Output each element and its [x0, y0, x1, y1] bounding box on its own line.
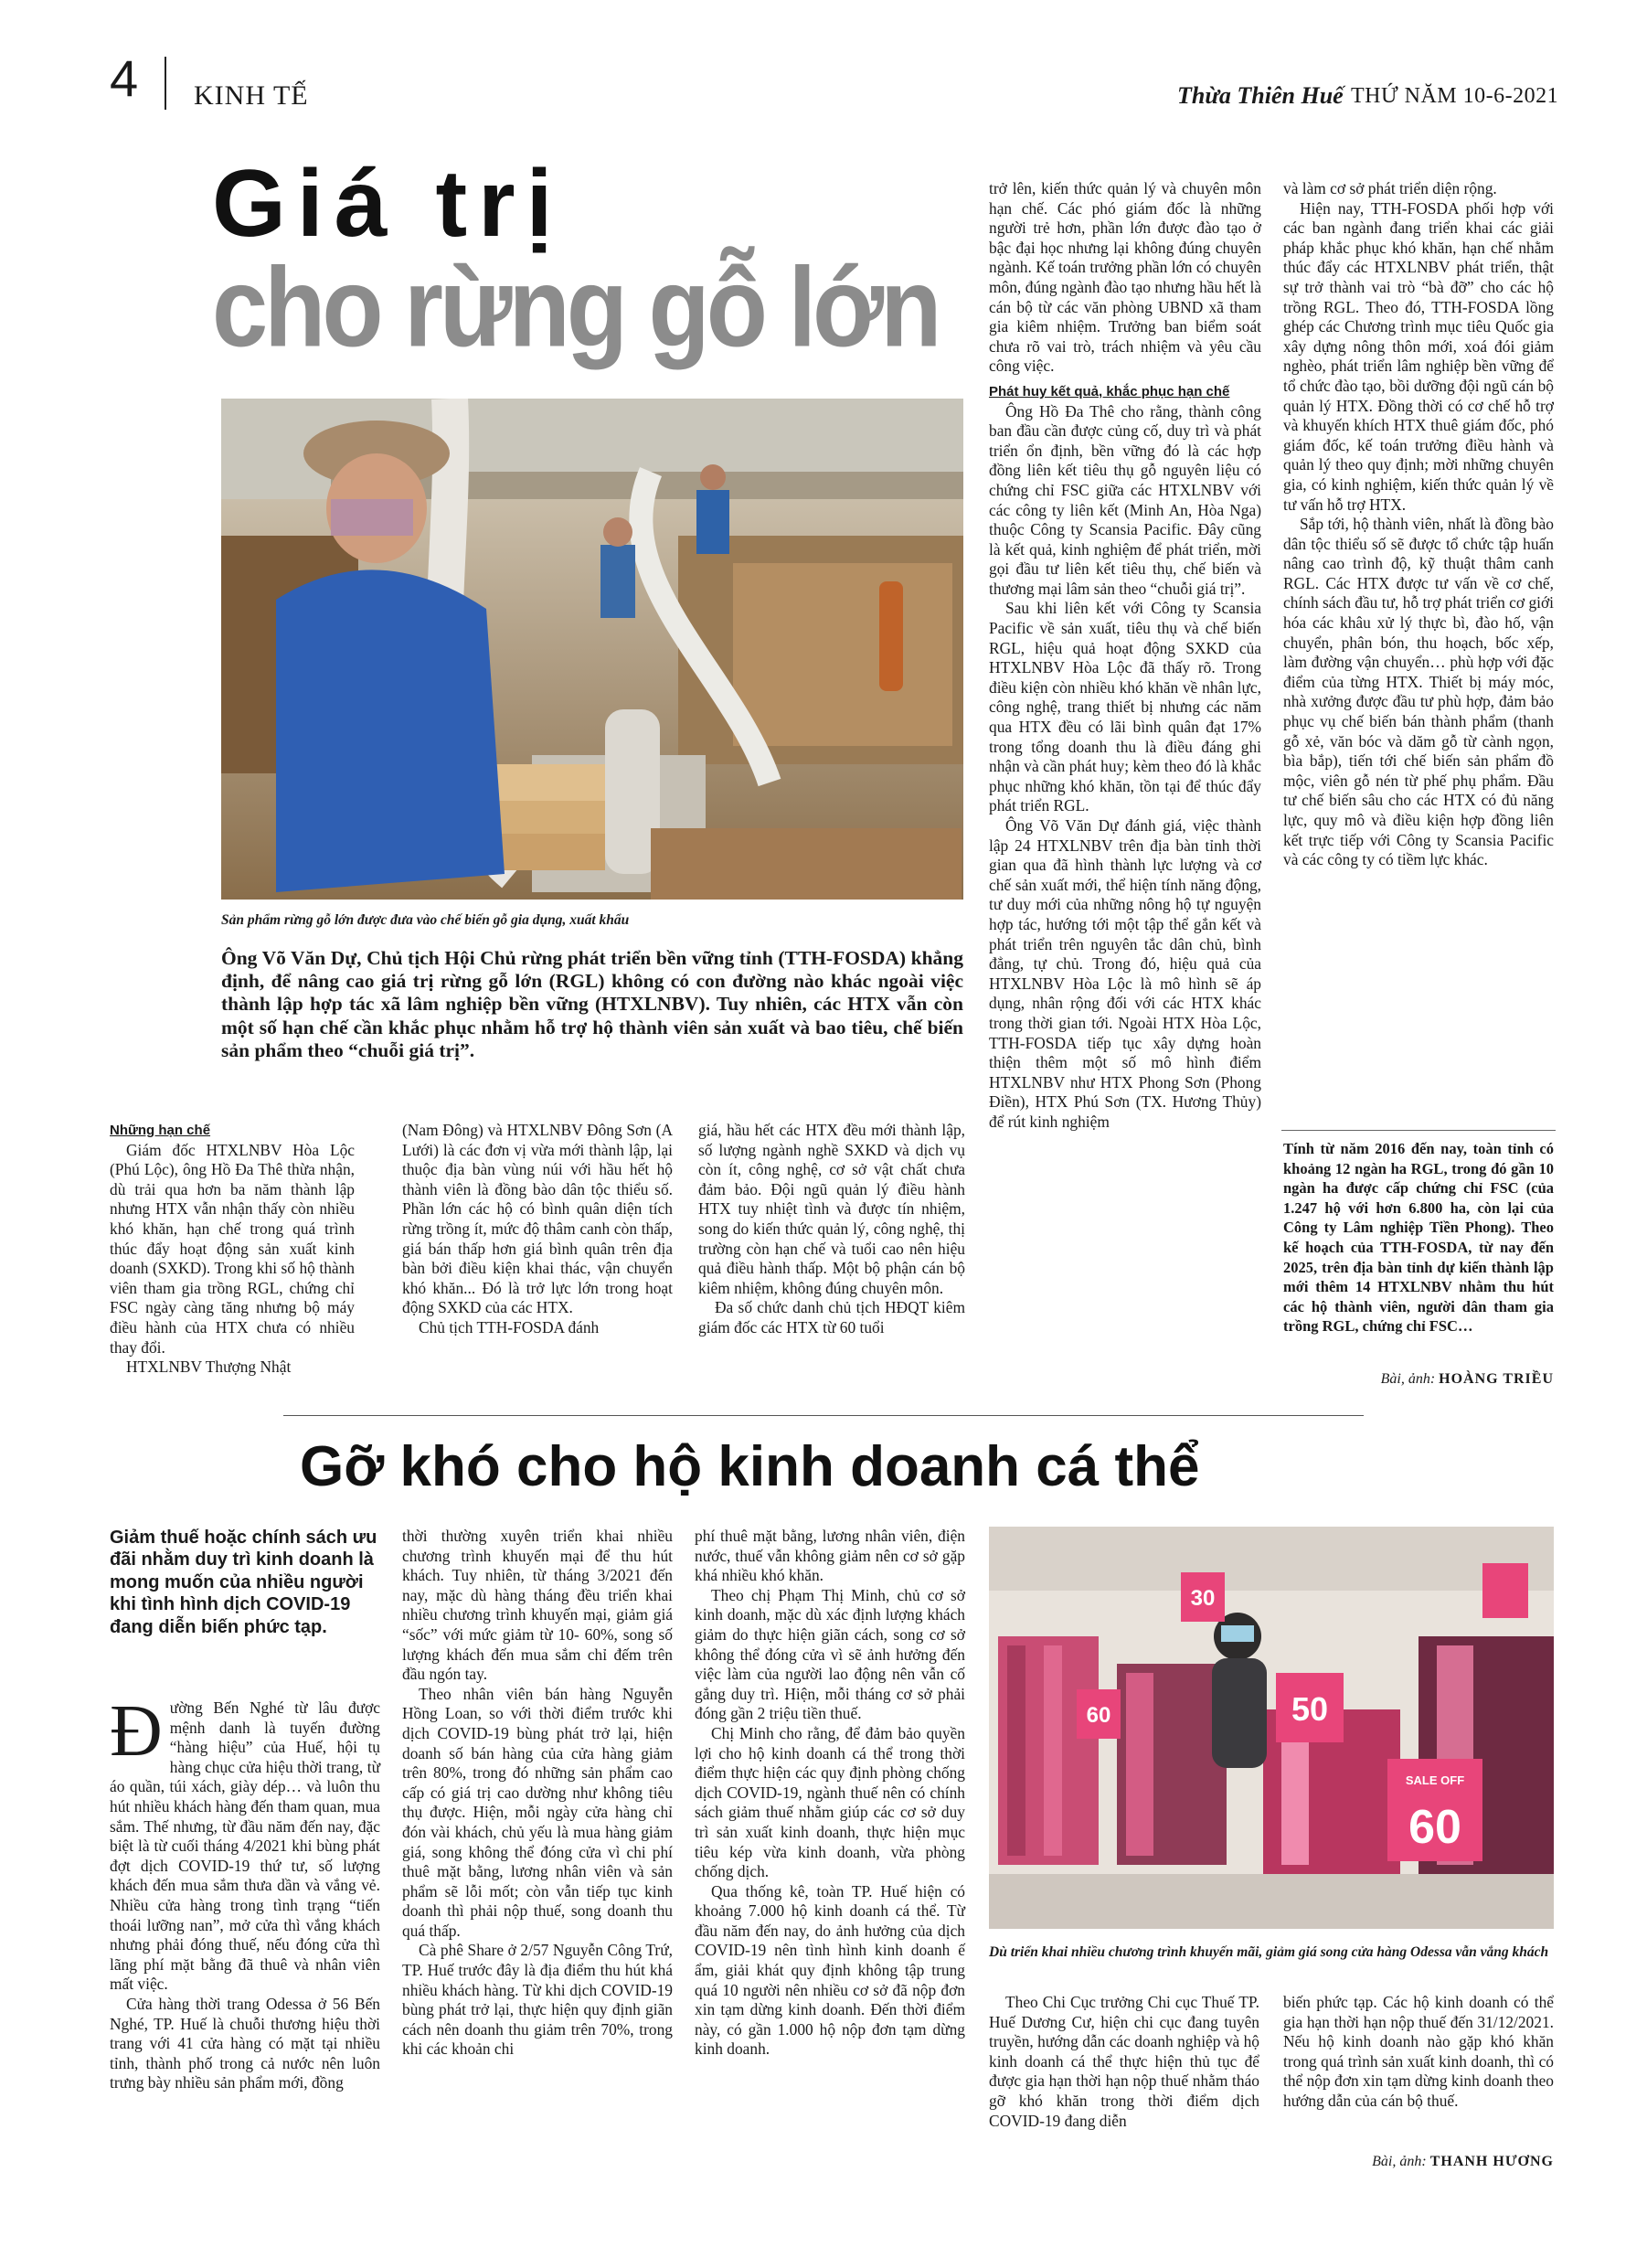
article1-byline [1283, 1371, 1554, 1388]
page-number: 4 [110, 49, 139, 107]
factbox: Tính từ năm 2016 đến nay, toàn tỉnh có khoảng 12 ngàn ha RGL, trong đó gần 10 ngàn ha được cấp chứng chỉ FSC (của 1.247 hộ với hơn 6.800 ha, còn lại của Công ty Lâm nghiệp Tiền Phong). Theo kế hoạch của TTH-FOSDA, từ nay đến 2025, trên địa bàn tỉnh dự kiến thành lập mới thêm 14 HTXLNBV nhằm thu hút các hộ thành viên, người dân tham gia trồng RGL, chứng chỉ FSC… [1283, 1140, 1554, 1336]
paragraph: biến phức tạp. Các hộ kinh doanh có thể gia hạn thời hạn nộp thuế đến 31/12/2021. Nếu hộ kinh doanh nào gặp khó khăn trong quá trình sản xuất kinh doanh, thì có thể nộp đơn xin tạm dừng kinh doanh theo hướng dẫn của cán bộ thuế. [1283, 1993, 1554, 2110]
workshop-photo [221, 399, 963, 900]
paragraph: Giám đốc HTXLNBV Hòa Lộc (Phú Lộc), ông Hồ Đa Thê thừa nhận, dù trải qua hơn ba năm thành lập nhưng HTX vẫn nhận thấy còn nhiều khó khăn, hạn chế trong quá trình thúc đẩy hoạt động sản xuất kinh doanh (SXKD). Trong khi số hộ thành viên tham gia trồng RGL, chứng chỉ FSC ngày càng tăng nhưng bộ máy điều hành của HTX chưa có nhiều thay đổi. [110, 1140, 355, 1357]
paragraph-text: ường Bến Nghé từ lâu được mệnh danh là tuyến đường “hàng hiệu” của Huế, hội tụ hàng chục cửa hiệu thời trang, từ áo quần, túi xách, giày dép… và luôn thu hút nhiều khách hàng đến tham quan, mua sắm. Thế nhưng, từ đầu năm đến nay, đặc biệt là từ cuối tháng 4/2021 khi bùng phát đợt dịch COVID-19 thứ tư, số lượng khách đến mua sắm thưa dần và vắng vẻ. Nhiều cửa hàng trong tình trạng “tiến thoái lưỡng nan”, mở cửa thì vắng khách nhưng phải đóng thuế, nếu đóng cửa thì lãng phí mặt bằng đã thuê và nhân viên mất việc. [110, 1698, 380, 1994]
byline-prefix: Bài, ảnh: [1372, 2154, 1427, 2169]
sale-tag [1077, 1689, 1121, 1739]
article1-column-1 [110, 1121, 355, 1378]
article1-lead: Ông Võ Văn Dự, Chủ tịch Hội Chủ rừng phát triển bền vững tỉnh (TTH-FOSDA) khẳng định, để nâng cao giá trị rừng gỗ lớn (RGL) không có con đường nào khác ngoài việc thành lập hợp tác xã lâm nghiệp bền vững (HTXLNBV). Tuy nhiên, các HTX vẫn còn một số hạn chế cần khắc phục nhằm hỗ trợ hộ thành viên sản xuất và bao tiêu, chế biến sản phẩm theo “chuỗi giá trị”. [221, 947, 963, 1061]
article2-title: Gỡ khó cho hộ kinh doanh cá thể [300, 1435, 1200, 1498]
sale-tag-label: SALE OFF [1405, 1773, 1465, 1787]
sale-tag-label: 50 [1291, 1690, 1329, 1728]
paragraph: và làm cơ sở phát triển diện rộng. [1283, 179, 1497, 197]
sale-tag-label: 60 [1408, 1801, 1461, 1854]
paragraph: (Nam Đông) và HTXLNBV Đông Sơn (A Lưới) là các đơn vị vừa mới thành lập, lại thuộc địa bàn vùng núi với hầu hết hộ thành viên là đồng bào dân tộc thiểu số. Phần lớn các hộ có bình quân diện tích rừng trồng ít, mức độ thâm canh còn thấp, giá bán thấp hơn giá bình quân trên địa bàn bởi điều kiện khai thác, vận chuyển khó khăn... Đó là trở lực lớn trong hoạt động SXKD của các HTX. [402, 1121, 673, 1317]
paragraph: thời thường xuyên triển khai nhiều chương trình khuyến mại để thu hút khách. Tuy nhiên, từ tháng 3/2021 đến nay, mặc dù hàng tháng đều triển khai nhiều chương trình khuyến mại, giảm giá “sốc” với mức giảm từ 10- 60%, song số lượng khách đến mua sắm chỉ đếm trên đầu ngón tay. [402, 1527, 673, 1684]
article2-lead: Giảm thuế hoặc chính sách ưu đãi nhằm duy trì kinh doanh là mong muốn của nhiều người khi tình hình dịch COVID-19 đang diễn biến phức tạp. [110, 1528, 377, 1637]
section-name: KINH TẾ [194, 80, 309, 111]
article1-title-line2: cho rừng gỗ lớn [212, 244, 939, 371]
page-number-divider [165, 57, 166, 110]
article1-column-3 [698, 1121, 965, 1338]
dropcap: Đ [110, 1691, 163, 1772]
store-photo [989, 1527, 1554, 1929]
article2-column-3 [695, 1527, 965, 2060]
paragraph: trở lên, kiến thức quản lý và chuyên môn hạn chế. Các phó giám đốc là những người trẻ hơn, phần lớn được đào tạo ở bậc đại học nhưng lại không đúng chuyên ngành. Kế toán trưởng phần lớn có chuyên môn, đúng ngành đào tạo nhưng hầu hết là cán bộ từ các văn phòng UBND xã tham gia kiêm nhiệm. Trưởng ban biểm soát chưa rõ vai trò, trách nhiệm và yêu cầu công việc. [989, 179, 1261, 376]
paragraph: HTXLNBV Thượng Nhật [126, 1358, 292, 1377]
paragraph: Theo Chi Cục trưởng Chi cục Thuế TP. Huế Dương Cư, hiện chi cục đang tuyên truyền, hướng dẫn các doanh nghiệp và hộ kinh doanh cá thể thực hiện thủ tục để được gia hạn thời hạn nộp thuế nhằm tháo gỡ khó khăn trong thời điểm dịch COVID-19 đang diễn [989, 1993, 1259, 2130]
paragraph: Theo nhân viên bán hàng Nguyễn Hồng Loan, so với thời điểm trước khi dịch COVID-19 bùng phát trở lại, hiện doanh số bán hàng của cửa hàng giảm trên 80%, trong đó những sản phẩm cao cấp có giá trị cao dường như không tiêu thụ được. Hiện, mỗi ngày cửa hàng chỉ đón vài khách, chủ yếu là mua hàng giảm giá, song không thể đóng cửa vì chi phí thuê mặt bằng, lương nhân viên và sản phẩm sẽ lỗi mốt; còn vẫn tiếp tục kinh doanh thì phải nộp thuế, song doanh thu quá thấp. [402, 1684, 673, 1940]
paragraph: Sắp tới, hộ thành viên, nhất là đồng bào dân tộc thiểu số sẽ được tổ chức tập huấn nâng cao trình độ, kỹ thuật thâm canh RGL. Các HTX được tư vấn về cơ chế, chính sách đầu tư, hỗ trợ phát triển cơ giới hóa các khâu xử lý thực bì, đào hố, vận chuyển, phân bón, thu hoạch, bốc xếp, làm đường vận chuyển… phù hợp với đặc điểm của từng HTX. Thiết bị máy móc, nhà xưởng được đầu tư phù hợp, đảm bảo phục vụ chế biến bán thành phẩm (thanh gỗ xẻ, văn bóc và dăm gỗ từ cành ngọn, bìa bắp), tiến tới chế biến sản phẩm đồ mộc, viên gỗ nén từ phế phụ phẩm. Đầu tư chế biến sâu cho các HTX có đủ năng lực, quy mô và điều kiện hợp đồng liên kết trực tiếp với Công ty Scansia Pacific và các công ty có tiềm lực khác. [1283, 515, 1554, 869]
issue-date: THỨ NĂM 10-6-2021 [1351, 84, 1559, 108]
store-photo-caption: Dù triển khai nhiều chương trình khuyến mãi, giảm giá song cửa hàng Odessa vẫn vắng khách [989, 1944, 1549, 1960]
paragraph: Theo chị Phạm Thị Minh, chủ cơ sở kinh doanh, mặc dù xác định lượng khách giảm do thực hiện giãn cách, song cơ sở không thể đóng cửa vì sẽ ảnh hưởng đến việc làm của người lao động nên vẫn cố gắng duy trì. Hiện, mỗi tháng cơ sở phải đóng gần 2 triệu tiền thuế. [695, 1585, 965, 1723]
paragraph: Hiện nay, TTH-FOSDA phối hợp với các ban ngành đang triển khai các giải pháp khắc phục khó khăn, hạn chế nhằm thúc đẩy các HTXLNBV phát triển, thật sự trở thành vai trò “bà đỡ” cho các hộ trồng RGL. Theo đó, TTH-FOSDA lồng ghép các Chương trình mục tiêu Quốc gia xây dựng nông thôn mới, xoá đói giảm nghèo, phát triển lâm nghiệp bền vững để tổ chức đào tạo, bồi dưỡng đội ngũ cán bộ quản lý HTX. Đồng thời có cơ chế hỗ trợ và khuyến khích HTX thuê giám đốc, phó giám đốc, kế toán trưởng điều hành và quản lý theo quy định; mời những chuyên gia, có kinh nghiệm, kiến thức quản lý về tư vấn hỗ trợ HTX. [1283, 198, 1554, 514]
paragraph: Ông Hồ Đa Thê cho rằng, thành công ban đầu cần được củng cố, duy trì và phát triển ổn định, bền vững đó là các hợp đồng liên kết tiêu thụ gỗ nguyên liệu có chứng chỉ FSC giữa các HTXLNBV với các công ty liên kết (Minh An, Hòa Nga) thuộc Công ty Scansia Pacific. Đây cũng là kết quả, kinh nghiệm để phát triển, mời gọi đầu tư liên kết tiêu thụ, chế biến và thương mại lâm sản theo “chuỗi giá trị”. [989, 401, 1261, 598]
paragraph: Cà phê Share ở 2/57 Nguyễn Công Trứ, TP. Huế trước đây là địa điểm thu hút khá nhiều khách hàng. Từ khi dịch COVID-19 bùng phát trở lại, thực hiện quy định giãn cách nên doanh thu giảm trên 70%, trong khi các khoản chi [402, 1941, 673, 2059]
paragraph: Cửa hàng thời trang Odessa ở 56 Bến Nghé, TP. Huế là chuỗi thương hiệu thời trang với 41 cửa hàng có mặt tại nhiều tỉnh, thành phố trong cả nước nên luôn trưng bày nhiều sản phẩm mới, đồng [110, 1994, 380, 2092]
subhead-results: Phát huy kết quả, khắc phục hạn chế [989, 383, 1230, 399]
paragraph: Sau khi liên kết với Công ty Scansia Pacific về sản xuất, tiêu thụ và chế biến RGL, hiệu quả hoạt động SXKD của HTXLNBV Hòa Lộc đã thấy rõ. Trong điều kiện còn nhiều khó khăn về nhân lực, công nghệ, trang thiết bị nhưng các năm qua HTX đều có lãi bình quân đạt 17% trong tổng doanh thu là điều đáng ghi nhận và cần phát huy; kèm theo đó là khắc phục những khó khăn, tồn tại để thúc đẩy phát triển RGL. [989, 599, 1261, 815]
article2-column-2 [402, 1527, 673, 2060]
paragraph: Qua thống kê, toàn TP. Huế hiện có khoảng 7.000 hộ kinh doanh cá thể. Từ đầu năm đến nay, do ảnh hưởng của dịch COVID-19 nên tình hình kinh doanh ế ẩm, giải khát quy định không tập trung quá 10 người nên nhiều cơ sở đã nộp đơn xin tạm dừng kinh doanh. Đến thời điểm này, có gần 1.000 hộ nộp đơn tạm dừng kinh doanh. [695, 1881, 965, 2059]
article1-column-4 [989, 179, 1261, 1133]
byline-author: HOÀNG TRIỀU [1439, 1371, 1554, 1387]
sale-tag-label: 30 [1190, 1586, 1216, 1611]
paragraph: Đa số chức danh chủ tịch HĐQT kiêm giám đốc các HTX từ 60 tuổi [698, 1298, 965, 1336]
article2-column-4 [989, 1993, 1259, 2131]
sale-tag-label: 60 [1086, 1703, 1111, 1728]
sale-tag [1276, 1673, 1344, 1742]
paragraph: Chủ tịch TTH-FOSDA đánh [419, 1317, 600, 1336]
paragraph: phí thuê mặt bằng, lương nhân viên, điện nước, thuế vẫn không giảm nên cơ sở gặp khá nhiều khó khăn. [695, 1527, 965, 1585]
article1-column-2 [402, 1121, 673, 1338]
paragraph: Chị Minh cho rằng, để đảm bảo quyền lợi cho hộ kinh doanh cá thể trong thời điểm thực hiện các quy định phòng chống dịch COVID-19, ngành thuế nên có chính sách giảm thuế nhằm giúp các cơ sở duy trì sản xuất kinh doanh, thực hiện mục tiêu kép vừa kinh doanh, vừa phòng chống dịch. [695, 1723, 965, 1881]
article-divider [283, 1415, 1364, 1416]
workshop-photo-caption: Sản phẩm rừng gỗ lớn được đưa vào chế biến gỗ gia dụng, xuất khẩu [221, 912, 630, 928]
subhead-limitations: Những hạn chế [110, 1123, 211, 1138]
paragraph: Ông Võ Văn Dự đánh giá, việc thành lập 24 HTXLNBV trên địa bàn tỉnh thời gian qua đã hình thành lực lượng và cơ chế sản xuất mới, thể hiện tính năng động, tư duy mới của những nông hộ tự nguyện hợp tác, hướng tới một tập thể gắn kết và phát triển trên nguyên tắc dân chủ, bình đẳng, tự chủ. Trong đó, hiệu quả của HTXLNBV Hòa Lộc là mô hình sẽ áp dụng, nhân rộng đối với các HTX khác trong thời gian tới. Ngoài HTX Hòa Lộc, TTH-FOSDA tiếp tục xây dựng hoàn thiện thêm một số mô hình điểm HTXLNBV như HTX Phong Sơn (Phong Điền), HTX Phú Sơn (TX. Hương Thủy) để rút kinh nghiệm [989, 816, 1261, 1131]
article1-column-5 [1283, 179, 1554, 870]
sale-tag [1387, 1759, 1482, 1861]
paragraph [110, 1691, 380, 1995]
paper-name: Thừa Thiên Huế [1177, 82, 1344, 109]
byline-prefix: Bài, ảnh: [1380, 1371, 1436, 1387]
byline-author: THANH HƯƠNG [1429, 2154, 1554, 2169]
paragraph: giá, hầu hết các HTX đều mới thành lập, số lượng ngành nghề SXKD và dịch vụ còn ít, công nghệ, cơ sở vật chất chưa đảm bảo. Đội ngũ quản lý điều hành HTX tuy nhiệt tình và được tín nhiệm, song do kiến thức quản lý, công nghệ, thị trường còn hạn chế và tuổi cao nên hiệu quả điều hành thấp. Một bộ phận cán bộ kiêm nhiệm, không đúng chuyên môn. [698, 1121, 965, 1297]
factbox-rule [1281, 1130, 1556, 1131]
article2-byline [1283, 2154, 1554, 2170]
article2-column-5 [1283, 1993, 1554, 2112]
article1-title-line1: Giá trị [212, 151, 564, 257]
article2-column-1 [110, 1691, 380, 2093]
sale-tag [1181, 1572, 1225, 1622]
